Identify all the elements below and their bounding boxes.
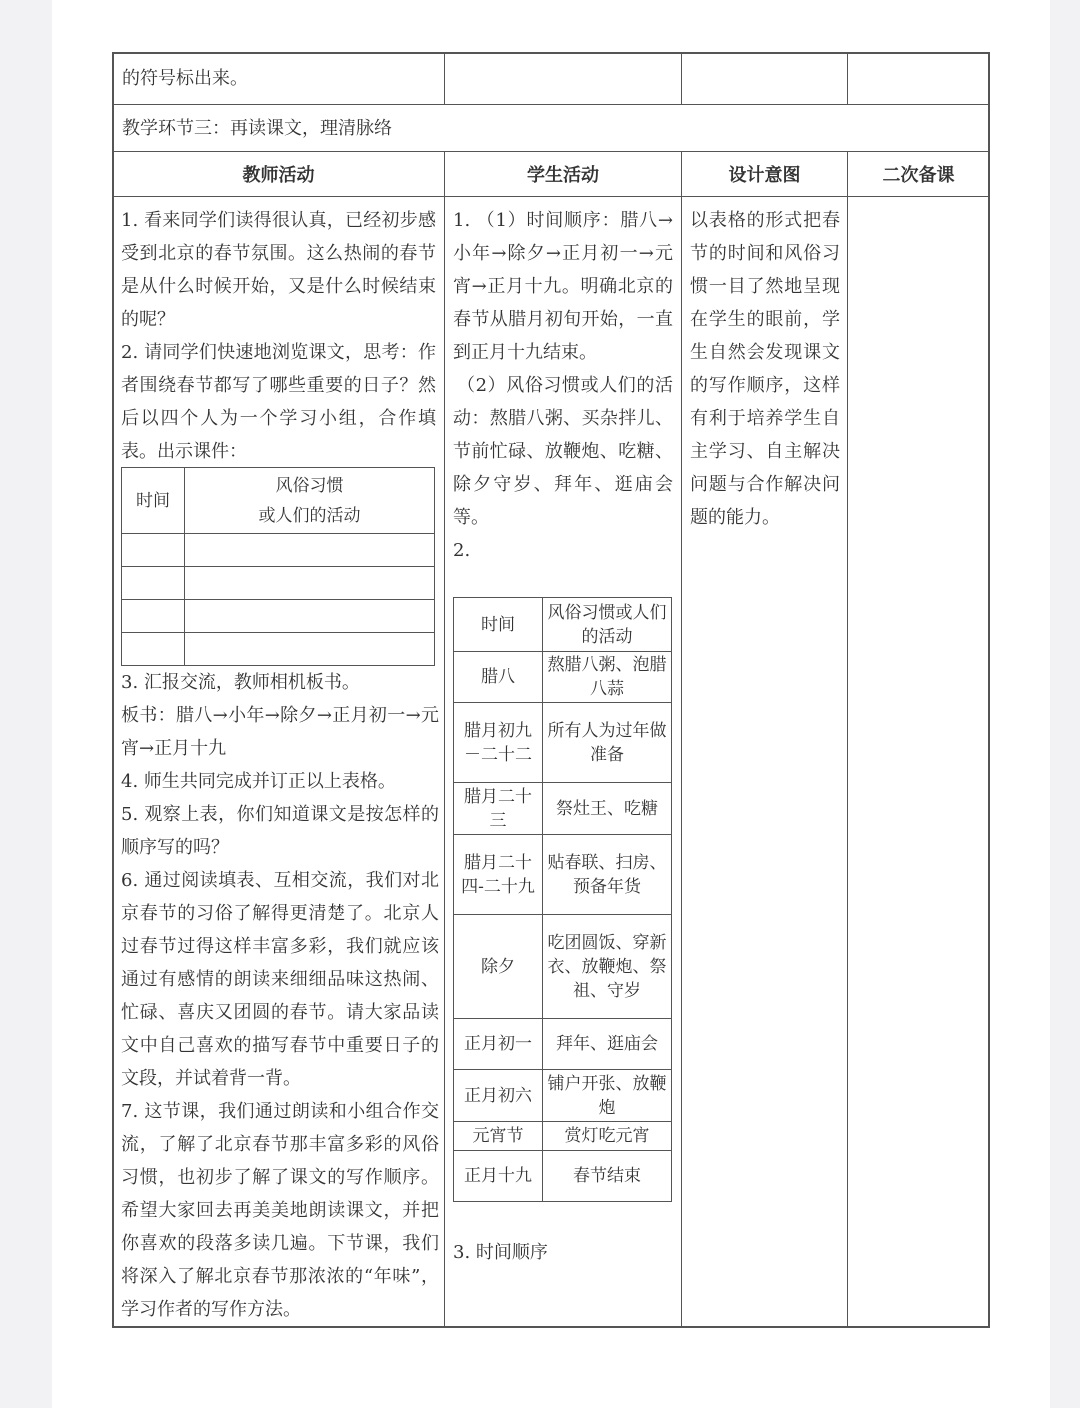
intent-paragraph: 以表格的形式把春节的时间和风俗习惯一目了然地呈现在学生的眼前，学生自然会发现课文的写作顺序，这样有利于培养学生自主学习、自主解决问题与合作解决问题的能力。 bbox=[690, 210, 840, 528]
blank-table-header-line: 或人们的活动 bbox=[258, 505, 361, 526]
blank-worksheet-table bbox=[121, 467, 435, 666]
festival-table-row bbox=[454, 915, 672, 1019]
teacher-paragraph: 板书：腊八→小年→除夕→正月初一→元宵→正月十九 bbox=[121, 705, 439, 759]
blank-table-row bbox=[122, 600, 435, 633]
student-paragraph: 1. （1）时间顺序：腊八→小年→除夕→正月初一→元宵→正月十九。明确北京的春节从腊月初旬开始，一直到正月十九结束。 bbox=[453, 210, 673, 363]
blank-table-header-customs bbox=[185, 468, 435, 534]
festival-time-cell: 正月初六 bbox=[454, 1070, 543, 1122]
blank-table-header-line: 风俗习惯 bbox=[275, 475, 344, 496]
column-divider bbox=[681, 151, 682, 1328]
column-divider bbox=[847, 151, 848, 1328]
header-design-intent: 设计意图 bbox=[728, 165, 801, 186]
festival-time-cell: 正月十九 bbox=[454, 1151, 543, 1202]
row-divider bbox=[112, 104, 990, 105]
section-title: 教学环节三：再读课文，理清脉络 bbox=[122, 118, 392, 139]
festival-table-row bbox=[454, 1122, 672, 1151]
festival-activity-cell: 赏灯吃元宵 bbox=[543, 1122, 672, 1151]
festival-activity-cell: 吃团圆饭、穿新衣、放鞭炮、祭祖、守岁 bbox=[543, 915, 672, 1019]
header-revision: 二次备课 bbox=[882, 165, 955, 186]
festival-table-row bbox=[454, 703, 672, 783]
festival-activity-cell: 熬腊八粥、泡腊八蒜 bbox=[543, 652, 672, 703]
festival-time-cell: 腊月二十四-二十九 bbox=[454, 835, 543, 915]
festival-activity-cell: 贴春联、扫房、预备年货 bbox=[543, 835, 672, 915]
column-divider bbox=[681, 52, 682, 105]
festival-timeline-table bbox=[453, 597, 672, 1202]
festival-time-cell: 除夕 bbox=[454, 915, 543, 1019]
row-divider bbox=[112, 196, 990, 197]
teacher-paragraph: 1. 看来同学们读得很认真，已经初步感受到北京的春节氛围。这么热闹的春节是从什么时候开始，又是什么时候结束的呢？ bbox=[121, 210, 436, 330]
teacher-paragraph: 3. 汇报交流，教师相机板书。 bbox=[121, 672, 360, 693]
column-divider bbox=[444, 151, 445, 1328]
teacher-paragraph: 2. 请同学们快速地浏览课文，思考：作者围绕春节都写了哪些重要的日子？然后以四个人为一个学习小组，合作填表。出示课件： bbox=[121, 342, 436, 462]
column-divider bbox=[444, 52, 445, 105]
festival-activity-cell: 风俗习惯或人们的活动 bbox=[543, 598, 672, 652]
blank-table-row bbox=[122, 567, 435, 600]
festival-table-row bbox=[454, 652, 672, 703]
festival-activity-cell: 铺户开张、放鞭炮 bbox=[543, 1070, 672, 1122]
festival-time-cell: 时间 bbox=[454, 598, 543, 652]
festival-table-header bbox=[454, 598, 672, 652]
festival-activity-cell: 拜年、逛庙会 bbox=[543, 1019, 672, 1070]
festival-time-cell: 腊月二十三 bbox=[454, 783, 543, 835]
student-paragraph: （2）风俗习惯或人们的活动：熬腊八粥、买杂拌儿、节前忙碌、放鞭炮、吃糖、除夕守岁、拜年、逛庙会等。 bbox=[453, 375, 673, 528]
festival-table-row bbox=[454, 1019, 672, 1070]
top-row-text: 的符号标出来。 bbox=[122, 68, 248, 89]
blank-table-row bbox=[122, 534, 435, 567]
festival-activity-cell: 春节结束 bbox=[543, 1151, 672, 1202]
header-student-activity: 学生活动 bbox=[527, 165, 599, 186]
teacher-paragraph: 5. 观察上表，你们知道课文是按怎样的顺序写的吗？ bbox=[121, 804, 439, 858]
student-paragraph: 3. 时间顺序 bbox=[453, 1242, 548, 1263]
teacher-activity-steps bbox=[121, 666, 439, 1326]
teacher-activity-intro bbox=[121, 204, 436, 468]
festival-time-cell: 腊月初九－二十二 bbox=[454, 703, 543, 783]
teacher-paragraph: 7. 这节课，我们通过朗读和小组合作交流，了解了北京春节那丰富多彩的风俗习惯，也初步了解了课文的写作顺序。希望大家回去再美美地朗读课文，并把你喜欢的段落多读几遍。下节课，我们将深入了解北京春节那浓浓的“年味”，学习作者的写作方法。 bbox=[121, 1101, 439, 1320]
festival-table-row bbox=[454, 783, 672, 835]
design-intent-text bbox=[690, 204, 840, 534]
festival-table-row bbox=[454, 1151, 672, 1202]
festival-time-cell: 正月初一 bbox=[454, 1019, 543, 1070]
student-paragraph: 2. bbox=[453, 540, 471, 561]
teacher-paragraph: 4. 师生共同完成并订正以上表格。 bbox=[121, 771, 396, 792]
festival-table-row bbox=[454, 1070, 672, 1122]
teacher-paragraph: 6. 通过阅读填表、互相交流，我们对北京春节的习俗了解得更清楚了。北京人过春节过得这样丰富多彩，我们就应该通过有感情的朗读来细细品味这热闹、忙碌、喜庆又团圆的春节。请大家品读文中自己喜欢的描写春节中重要日子的文段，并试着背一背。 bbox=[121, 870, 439, 1089]
festival-time-cell: 元宵节 bbox=[454, 1122, 543, 1151]
blank-table-header-time: 时间 bbox=[122, 468, 185, 534]
festival-time-cell: 腊八 bbox=[454, 652, 543, 703]
header-teacher-activity: 教师活动 bbox=[242, 165, 315, 186]
festival-activity-cell: 祭灶王、吃糖 bbox=[543, 783, 672, 835]
festival-table-row bbox=[454, 835, 672, 915]
blank-table-row bbox=[122, 633, 435, 666]
student-activity-text bbox=[453, 204, 673, 567]
festival-activity-cell: 所有人为过年做准备 bbox=[543, 703, 672, 783]
column-divider bbox=[847, 52, 848, 105]
